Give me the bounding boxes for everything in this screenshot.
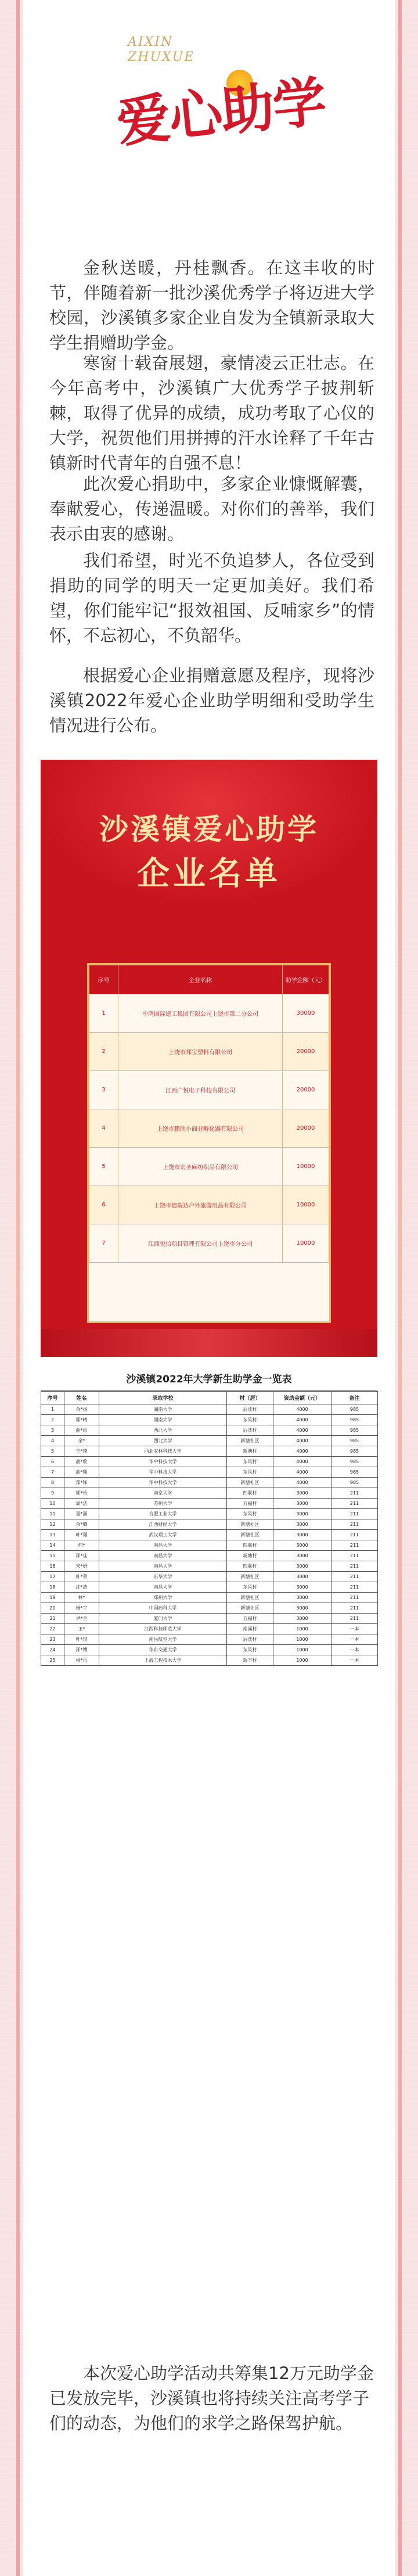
student-index: 13 — [41, 1530, 64, 1540]
student-village: 四联村 — [227, 1540, 273, 1551]
student-row — [41, 1551, 378, 1561]
student-index: 17 — [41, 1572, 64, 1582]
student-amount: 1000 — [273, 1655, 331, 1666]
student-index: 7 — [41, 1467, 64, 1478]
student-index: 25 — [41, 1655, 64, 1666]
student-name: 余*卿 — [64, 1519, 99, 1530]
student-name: 汪*浩 — [64, 1582, 99, 1593]
student-row — [41, 1582, 378, 1593]
student-note: 211 — [331, 1519, 378, 1530]
student-amount: 1000 — [273, 1645, 331, 1655]
student-row — [41, 1519, 378, 1530]
donor-index: 2 — [89, 1033, 118, 1071]
intro-paragraph-3 — [49, 472, 374, 547]
poster-title: 沙溪镇爱心助学 — [99, 813, 319, 846]
left-border-decoration — [0, 0, 23, 2576]
student-village: 瑞丰村 — [227, 1655, 273, 1666]
student-row — [41, 1499, 378, 1509]
student-school: 南昌大学 — [99, 1540, 227, 1551]
student-village: 新塘社区 — [227, 1519, 273, 1530]
student-school: 江西财经大学 — [99, 1519, 227, 1530]
student-note: 一本 — [331, 1655, 378, 1666]
student-name: 叶*荣 — [64, 1572, 99, 1582]
student-amount: 1000 — [273, 1624, 331, 1634]
student-name: 王* — [64, 1624, 99, 1634]
donor-table-header — [89, 965, 329, 994]
student-row — [41, 1614, 378, 1624]
donor-amount: 10000 — [283, 1148, 329, 1186]
student-amount: 3000 — [273, 1530, 331, 1540]
student-row — [41, 1467, 378, 1478]
student-index: 3 — [41, 1425, 64, 1436]
student-index: 18 — [41, 1582, 64, 1593]
student-table-title: 沙溪镇2022年大学新生助学金一览表 — [41, 1368, 377, 1391]
intro-text-3: 此次爱心捐助中，多家企业慷慨解囊，奉献爱心，传递温暖。对你们的善举，我们表示由衷的感谢。 — [49, 474, 374, 544]
student-amount: 3000 — [273, 1509, 331, 1519]
student-village: 四联村 — [227, 1488, 273, 1499]
student-amount: 1000 — [273, 1634, 331, 1645]
student-row — [41, 1457, 378, 1467]
intro-paragraph-4 — [49, 548, 374, 648]
intro-text-5: 根据爱心企业捐赠意愿及程序，现将沙溪镇2022年爱心企业助学明细和受助学生情况进行公布。 — [49, 666, 374, 735]
student-note: 211 — [331, 1551, 378, 1561]
student-name: 夏*涵 — [64, 1509, 99, 1519]
student-row — [41, 1634, 378, 1645]
student-village: 四联村 — [227, 1561, 273, 1572]
donor-index: 4 — [89, 1109, 118, 1148]
student-index: 22 — [41, 1624, 64, 1634]
donor-row — [89, 1186, 329, 1224]
student-index: 4 — [41, 1436, 64, 1446]
student-note: 985 — [331, 1467, 378, 1478]
donor-company: 中鸿国际建工集团有限公司上饶市第二分公司 — [118, 994, 283, 1033]
student-school: 江西科技师范大学 — [99, 1624, 227, 1634]
donor-row — [89, 1071, 329, 1109]
student-school: 郑州大学 — [99, 1593, 227, 1603]
student-row — [41, 1561, 378, 1572]
student-amount: 3000 — [273, 1561, 331, 1572]
donor-row — [89, 1224, 329, 1263]
closing-text: 本次爱心助学活动共筹集12万元助学金已发放完毕，沙溪镇也将持续关注高考学子们的动态，为他们的求学之路保驾护航。 — [49, 2363, 374, 2433]
header-company: 企业名称 — [118, 965, 283, 994]
right-stripe-decoration — [398, 0, 402, 2576]
student-note: 985 — [331, 1478, 378, 1488]
student-village: 五福村 — [227, 1499, 273, 1509]
student-row — [41, 1593, 378, 1603]
student-index: 20 — [41, 1603, 64, 1614]
student-amount: 4000 — [273, 1478, 331, 1488]
student-row — [41, 1530, 378, 1540]
student-amount: 4000 — [273, 1425, 331, 1436]
student-name: 王*琦 — [64, 1446, 99, 1457]
student-school: 东华大学 — [99, 1572, 227, 1582]
student-note: 211 — [331, 1582, 378, 1593]
student-note: 985 — [331, 1457, 378, 1467]
student-amount: 3000 — [273, 1519, 331, 1530]
intro-paragraph-2 — [49, 351, 374, 476]
student-name: 林* — [64, 1593, 99, 1603]
student-school: 厦门大学 — [99, 1614, 227, 1624]
col-index: 序号 — [41, 1392, 64, 1404]
col-amount: 资助金额（元） — [273, 1392, 331, 1404]
intro-paragraph-1 — [49, 256, 374, 355]
student-note: 985 — [331, 1436, 378, 1446]
student-school: 南昌大学 — [99, 1561, 227, 1572]
donor-table — [89, 965, 329, 1263]
student-school: 中国药科大学 — [99, 1603, 227, 1614]
student-village: 新塘社区 — [227, 1436, 273, 1446]
student-village: 新塘社区 — [227, 1603, 273, 1614]
student-row — [41, 1603, 378, 1614]
student-index: 5 — [41, 1446, 64, 1457]
student-index: 1 — [41, 1404, 64, 1415]
student-note: 985 — [331, 1415, 378, 1425]
closing-paragraph — [49, 2361, 374, 2436]
student-row — [41, 1446, 378, 1457]
donor-company: 上饶市鹏欣小商业孵化器有限公司 — [118, 1109, 283, 1148]
student-village: 后沈村 — [227, 1634, 273, 1645]
logo-en-line1: AIXIN — [128, 35, 174, 49]
student-school: 华中科技大学 — [99, 1478, 227, 1488]
student-village: 南溪村 — [227, 1624, 273, 1634]
student-row — [41, 1509, 378, 1519]
student-note: 一本 — [331, 1634, 378, 1645]
student-row — [41, 1425, 378, 1436]
student-amount: 3000 — [273, 1582, 331, 1593]
student-school: 西北大学 — [99, 1425, 227, 1436]
student-row — [41, 1415, 378, 1425]
student-village: 东风村 — [227, 1457, 273, 1467]
student-village: 新塘社区 — [227, 1593, 273, 1603]
student-school: 南昌大学 — [99, 1582, 227, 1593]
student-index: 15 — [41, 1551, 64, 1561]
donor-amount: 10000 — [283, 1224, 329, 1263]
student-name: 何* — [64, 1540, 99, 1551]
student-name: 叶*琪 — [64, 1634, 99, 1645]
student-amount: 3000 — [273, 1551, 331, 1561]
student-index: 2 — [41, 1415, 64, 1425]
donor-row — [89, 1148, 329, 1186]
student-name: 邵*博 — [64, 1645, 99, 1655]
student-note: 211 — [331, 1593, 378, 1603]
intro-text-1: 金秋送暖，丹桂飘香。在这丰收的时节，伴随着新一批沙溪优秀学子将迈进大学校园，沙溪镇多家企业自发为全镇新录取大学生捐赠助学金。 — [49, 258, 374, 353]
student-village: 五福村 — [227, 1614, 273, 1624]
student-name: 杨*宇 — [64, 1603, 99, 1614]
student-name: 郭*怡 — [64, 1488, 99, 1499]
student-row — [41, 1478, 378, 1488]
student-amount: 3000 — [273, 1572, 331, 1582]
aixin-zhuxue-logo — [81, 29, 337, 163]
student-amount: 3000 — [273, 1488, 331, 1499]
student-name: 周*洁 — [64, 1499, 99, 1509]
student-school: 合肥工业大学 — [99, 1509, 227, 1519]
student-school: 南昌航空大学 — [99, 1634, 227, 1645]
student-village: 东风村 — [227, 1509, 273, 1519]
donor-index: 7 — [89, 1224, 118, 1263]
student-index: 16 — [41, 1561, 64, 1572]
student-name: 俞*彤 — [64, 1425, 99, 1436]
student-amount: 3000 — [273, 1593, 331, 1603]
student-amount: 3000 — [273, 1614, 331, 1624]
student-name: 尹*兰 — [64, 1614, 99, 1624]
student-amount: 4000 — [273, 1457, 331, 1467]
donor-company: 上饶市德瑞达户外旅游用品有限公司 — [118, 1186, 283, 1224]
left-stripe-decoration — [16, 0, 20, 2576]
donor-row — [89, 1033, 329, 1071]
donor-amount: 20000 — [283, 1109, 329, 1148]
student-name: 宋*妍 — [64, 1561, 99, 1572]
student-name: 郑*锋 — [64, 1478, 99, 1488]
student-row — [41, 1645, 378, 1655]
student-name: 余*扬 — [64, 1404, 99, 1415]
student-note: 211 — [331, 1561, 378, 1572]
donor-amount: 30000 — [283, 994, 329, 1033]
donor-company: 江西广悦电子科技有限公司 — [118, 1071, 283, 1109]
student-amount: 4000 — [273, 1446, 331, 1457]
student-village: 东风村 — [227, 1415, 273, 1425]
student-school: 华东交通大学 — [99, 1645, 227, 1655]
student-school: 西北农林科技大学 — [99, 1446, 227, 1457]
student-village: 新塘村 — [227, 1551, 273, 1561]
student-note: 211 — [331, 1499, 378, 1509]
student-note: 一本 — [331, 1645, 378, 1655]
student-row — [41, 1540, 378, 1551]
student-row — [41, 1436, 378, 1446]
donor-amount: 10000 — [283, 1186, 329, 1224]
student-school: 华中科技大学 — [99, 1467, 227, 1478]
student-index: 19 — [41, 1593, 64, 1603]
student-name: 余* — [64, 1436, 99, 1446]
header-amount: 助学金额（元） — [283, 965, 329, 994]
student-row — [41, 1572, 378, 1582]
student-row — [41, 1488, 378, 1499]
poster-wave-decoration — [41, 1329, 377, 1357]
student-school: 湖南大学 — [99, 1415, 227, 1425]
student-index: 6 — [41, 1457, 64, 1467]
student-village: 东风村 — [227, 1582, 273, 1593]
student-index: 14 — [41, 1540, 64, 1551]
student-school: 西北大学 — [99, 1436, 227, 1446]
student-school: 武汉理工大学 — [99, 1530, 227, 1540]
student-index: 21 — [41, 1614, 64, 1624]
col-note: 备注 — [331, 1392, 378, 1404]
student-amount: 3000 — [273, 1499, 331, 1509]
donor-index: 1 — [89, 994, 118, 1033]
student-name: 俞*翔 — [64, 1467, 99, 1478]
student-amount: 4000 — [273, 1404, 331, 1415]
student-school: 湖南大学 — [99, 1404, 227, 1415]
student-note: 211 — [331, 1540, 378, 1551]
student-village: 新塘社区 — [227, 1478, 273, 1488]
student-village: 东风村 — [227, 1467, 273, 1478]
header-index: 序号 — [89, 965, 118, 994]
student-amount: 3000 — [273, 1540, 331, 1551]
student-table-header — [41, 1392, 378, 1404]
student-row — [41, 1624, 378, 1634]
student-village: 东风村 — [227, 1645, 273, 1655]
student-index: 10 — [41, 1499, 64, 1509]
logo-en-line2: ZHUXUE — [128, 50, 195, 64]
student-school: 上海工程技术大学 — [99, 1655, 227, 1666]
student-village: 后沈村 — [227, 1425, 273, 1436]
student-index: 11 — [41, 1509, 64, 1519]
student-amount: 4000 — [273, 1415, 331, 1425]
col-name: 姓名 — [64, 1392, 99, 1404]
donor-amount: 20000 — [283, 1033, 329, 1071]
student-school: 苏州大学 — [99, 1499, 227, 1509]
student-amount: 3000 — [273, 1603, 331, 1614]
donor-table-sheet — [87, 963, 331, 1323]
donor-index: 3 — [89, 1071, 118, 1109]
student-row — [41, 1655, 378, 1666]
student-index: 9 — [41, 1488, 64, 1499]
student-note: 211 — [331, 1530, 378, 1540]
student-name: 杨*乐 — [64, 1655, 99, 1666]
col-school: 录取学校 — [99, 1392, 227, 1404]
logo-english-text — [128, 35, 194, 65]
student-name: 鄢*晴 — [64, 1415, 99, 1425]
student-note: 211 — [331, 1509, 378, 1519]
enterprise-donor-poster — [41, 760, 377, 1357]
student-school: 华中科技大学 — [99, 1457, 227, 1467]
donor-row — [89, 994, 329, 1033]
donor-company: 上饶市邦宝塑料有限公司 — [118, 1033, 283, 1071]
donor-company: 江西悦信项目管理有限公司上饶市分公司 — [118, 1224, 283, 1263]
student-village: 新塘社区 — [227, 1530, 273, 1540]
intro-text-2: 寒窗十载奋展翅，豪情凌云正壮志。在今年高考中，沙溪镇广大优秀学子披荆斩棘，取得了优异的成绩，成功考取了心仪的大学，祝贺他们用拼搏的汗水诠释了千年古镇新时代青年的自强不息！ — [49, 353, 374, 473]
student-index: 24 — [41, 1645, 64, 1655]
donor-row — [89, 1109, 329, 1148]
student-village: 新塘村 — [227, 1446, 273, 1457]
student-school: 南昌大学 — [99, 1551, 227, 1561]
student-amount: 4000 — [273, 1436, 331, 1446]
student-note: 211 — [331, 1614, 378, 1624]
student-village: 后沈村 — [227, 1404, 273, 1415]
student-index: 12 — [41, 1519, 64, 1530]
student-amount: 4000 — [273, 1467, 331, 1478]
student-village: 新塘社区 — [227, 1572, 273, 1582]
student-note: 211 — [331, 1572, 378, 1582]
student-note: 一本 — [331, 1624, 378, 1634]
student-note: 211 — [331, 1603, 378, 1614]
student-index: 8 — [41, 1478, 64, 1488]
donor-index: 6 — [89, 1186, 118, 1224]
student-note: 211 — [331, 1488, 378, 1499]
donor-company: 上饶市宏圣麻纺织品有限公司 — [118, 1148, 283, 1186]
student-note: 985 — [331, 1404, 378, 1415]
student-index: 23 — [41, 1634, 64, 1645]
student-note: 985 — [331, 1446, 378, 1457]
donor-index: 5 — [89, 1148, 118, 1186]
col-village: 村（居） — [227, 1392, 273, 1404]
student-aid-table-block — [41, 1368, 377, 1666]
intro-paragraph-5 — [49, 663, 374, 738]
intro-text-4: 我们希望，时光不负追梦人，各位受到捐助的同学的明天一定更加美好。我们希望，你们能牢记“报效祖国、反哺家乡”的情怀，不忘初心，不负韶华。 — [49, 551, 374, 645]
student-school: 南京大学 — [99, 1488, 227, 1499]
logo-chinese-text: 爱心助学 — [114, 70, 329, 155]
student-name: 俞*欣 — [64, 1457, 99, 1467]
poster-subtitle: 企业名单 — [137, 855, 281, 893]
student-row — [41, 1404, 378, 1415]
student-name: 叶*翔 — [64, 1530, 99, 1540]
student-aid-table — [41, 1391, 378, 1666]
student-name: 邵*佳 — [64, 1551, 99, 1561]
donor-amount: 20000 — [283, 1071, 329, 1109]
student-note: 985 — [331, 1425, 378, 1436]
